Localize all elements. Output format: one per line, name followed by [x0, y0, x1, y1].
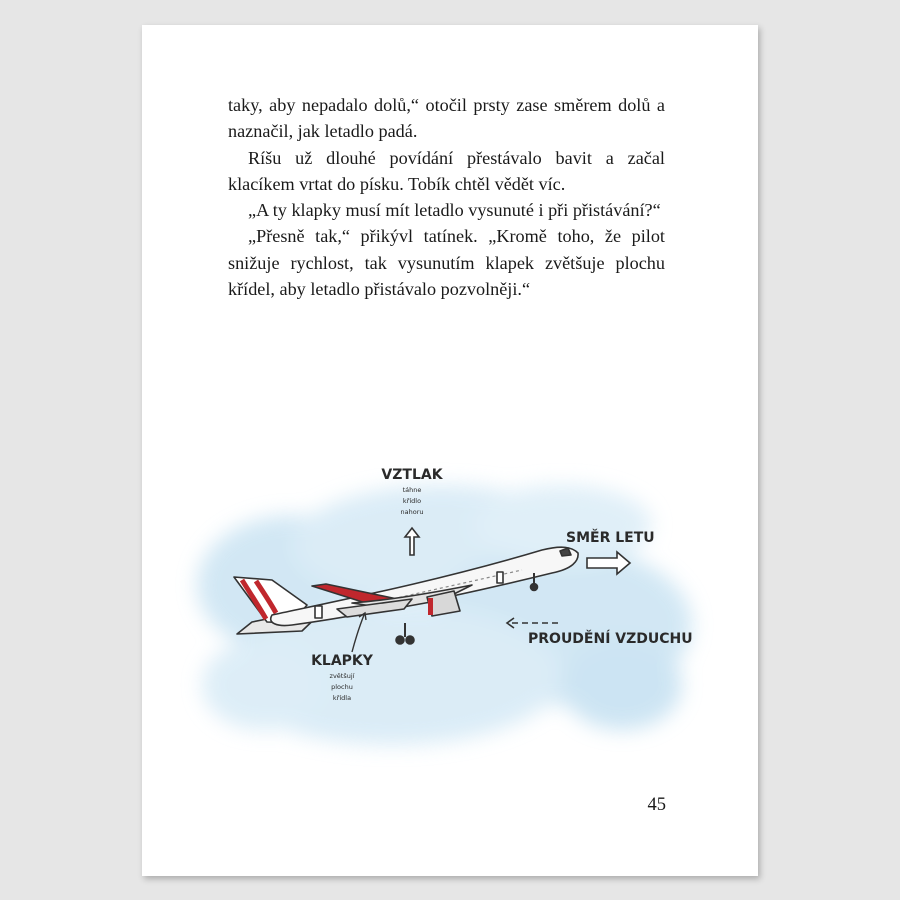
flaps-note-line: zvětšují [329, 672, 355, 680]
page-number: 45 [647, 795, 666, 815]
book-page [142, 25, 758, 876]
lift-note-line: křídlo [402, 497, 422, 505]
lift-note-line: nahoru [400, 508, 424, 516]
paragraph: „Přesně tak,“ přikývl tatínek. „Kromě toho, že pilot snižuje rychlost, tak vysunutím klapek zvětšuje plochu křídel, aby letadlo přistávalo pozvolněji.“ [228, 226, 665, 300]
paragraph: Ríšu už dlouhé povídání přestávalo bavit a začal klacíkem vrtat do písku. Tobík chtěl vědět víc. [228, 147, 665, 194]
airplane-illustration [142, 25, 758, 876]
lift-note-line: táhne [402, 486, 422, 494]
lift-label: VZTLAK [381, 467, 443, 483]
flaps-label: KLAPKY [311, 653, 373, 669]
airflow-label: PROUDĚNÍ VZDUCHU [528, 631, 693, 647]
flaps-note-line: plochu [331, 683, 353, 691]
flaps-note-line: křídla [332, 694, 352, 702]
paragraph: „A ty klapky musí mít letadlo vysunuté i při přistávání?“ [248, 200, 661, 221]
direction-label: SMĚR LETU [566, 530, 655, 546]
paragraph: taky, aby nepadalo dolů,“ otočil prsty zase směrem dolů a naznačil, jak letadlo padá. [228, 95, 665, 142]
